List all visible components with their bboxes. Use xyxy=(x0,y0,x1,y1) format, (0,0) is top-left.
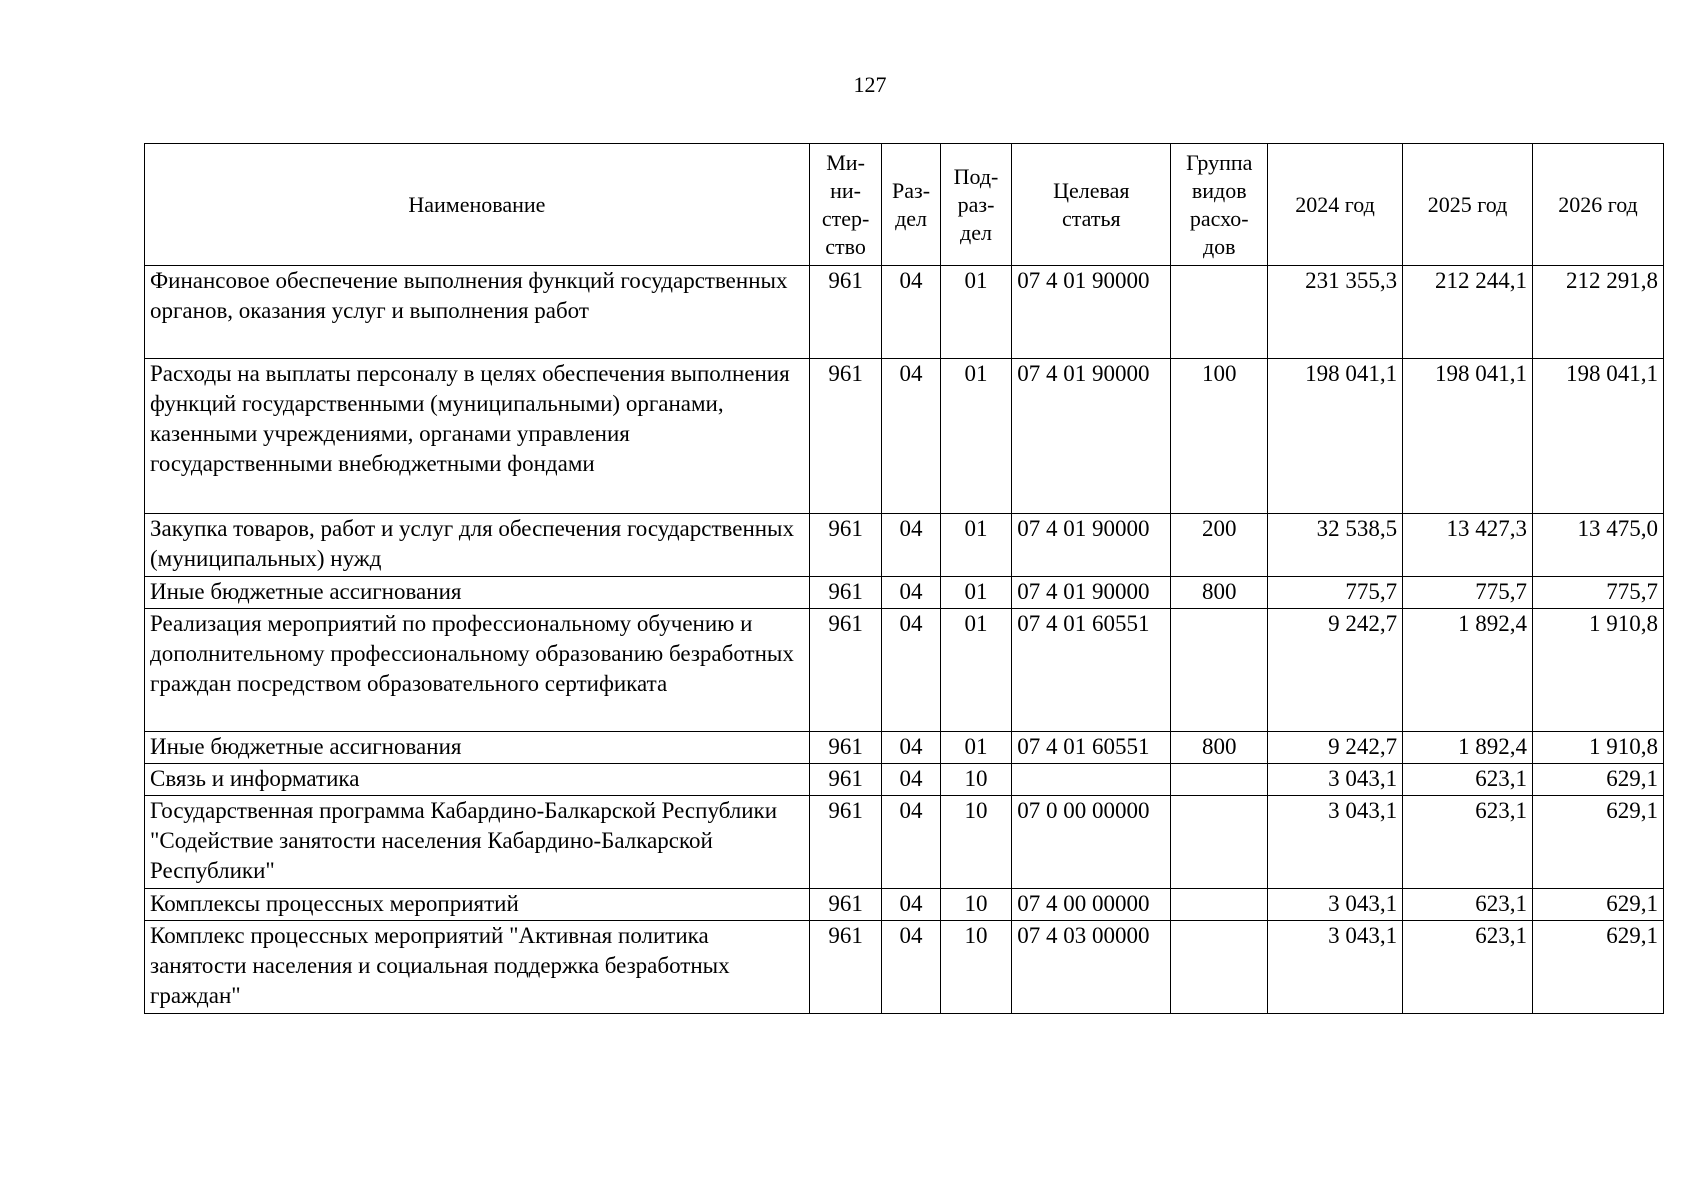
cell-section: 04 xyxy=(882,577,940,609)
cell-2024: 32 538,5 xyxy=(1268,514,1403,577)
cell-target: 07 4 01 90000 xyxy=(1012,577,1171,609)
cell-name: Реализация мероприятий по профессиональному обучению и дополнительному профессиональному образованию безработных граждан посредством образовательного сертификата xyxy=(145,609,810,732)
cell-name: Иные бюджетные ассигнования xyxy=(145,732,810,764)
cell-name: Расходы на выплаты персоналу в целях обеспечения выполнения функций государственными (муниципальными) органами, казенными учреждениями, органами управления государственными внебюджетными фондами xyxy=(145,359,810,514)
budget-table xyxy=(144,143,1664,1014)
header-2024: 2024 год xyxy=(1268,144,1403,266)
cell-section: 04 xyxy=(882,514,940,577)
cell-group xyxy=(1171,266,1268,359)
header-group: Группа видов расхо- дов xyxy=(1171,144,1268,266)
cell-2025: 1 892,4 xyxy=(1403,732,1533,764)
cell-2024: 3 043,1 xyxy=(1268,889,1403,921)
cell-group: 100 xyxy=(1171,359,1268,514)
cell-group xyxy=(1171,921,1268,1014)
cell-2026: 629,1 xyxy=(1533,921,1664,1014)
cell-ministry: 961 xyxy=(809,796,882,889)
cell-section: 04 xyxy=(882,889,940,921)
cell-2026: 198 041,1 xyxy=(1533,359,1664,514)
cell-name: Государственная программа Кабардино-Балкарской Республики "Содействие занятости населения Кабардино-Балкарской Республики" xyxy=(145,796,810,889)
cell-target: 07 0 00 00000 xyxy=(1012,796,1171,889)
cell-subsection: 10 xyxy=(940,764,1012,796)
cell-2025: 775,7 xyxy=(1403,577,1533,609)
table-row xyxy=(145,732,1664,764)
cell-target: 07 4 00 00000 xyxy=(1012,889,1171,921)
cell-section: 04 xyxy=(882,921,940,1014)
cell-target xyxy=(1012,764,1171,796)
cell-subsection: 01 xyxy=(940,359,1012,514)
cell-subsection: 01 xyxy=(940,609,1012,732)
cell-2024: 9 242,7 xyxy=(1268,609,1403,732)
cell-subsection: 10 xyxy=(940,921,1012,1014)
cell-target: 07 4 01 60551 xyxy=(1012,732,1171,764)
cell-group xyxy=(1171,796,1268,889)
table-row xyxy=(145,796,1664,889)
cell-2026: 629,1 xyxy=(1533,764,1664,796)
table-row xyxy=(145,921,1664,1014)
cell-name: Комплексы процессных мероприятий xyxy=(145,889,810,921)
header-name: Наименование xyxy=(145,144,810,266)
cell-2024: 775,7 xyxy=(1268,577,1403,609)
page-number: 127 xyxy=(853,72,887,97)
cell-section: 04 xyxy=(882,359,940,514)
cell-2025: 623,1 xyxy=(1403,889,1533,921)
cell-2026: 1 910,8 xyxy=(1533,609,1664,732)
cell-2025: 1 892,4 xyxy=(1403,609,1533,732)
table-row xyxy=(145,577,1664,609)
table-row xyxy=(145,609,1664,732)
cell-group xyxy=(1171,764,1268,796)
cell-ministry: 961 xyxy=(809,359,882,514)
cell-2024: 3 043,1 xyxy=(1268,764,1403,796)
cell-ministry: 961 xyxy=(809,764,882,796)
cell-2025: 623,1 xyxy=(1403,764,1533,796)
cell-target: 07 4 01 60551 xyxy=(1012,609,1171,732)
cell-subsection: 10 xyxy=(940,796,1012,889)
cell-ministry: 961 xyxy=(809,266,882,359)
table-row xyxy=(145,764,1664,796)
cell-name: Закупка товаров, работ и услуг для обеспечения государственных (муниципальных) нужд xyxy=(145,514,810,577)
table-row xyxy=(145,514,1664,577)
cell-name: Комплекс процессных мероприятий "Активная политика занятости населения и социальная поддержка безработных граждан" xyxy=(145,921,810,1014)
cell-section: 04 xyxy=(882,609,940,732)
cell-2026: 1 910,8 xyxy=(1533,732,1664,764)
cell-group xyxy=(1171,609,1268,732)
header-2025: 2025 год xyxy=(1403,144,1533,266)
cell-2024: 9 242,7 xyxy=(1268,732,1403,764)
cell-2025: 198 041,1 xyxy=(1403,359,1533,514)
cell-subsection: 01 xyxy=(940,732,1012,764)
table-header-row xyxy=(145,144,1664,266)
cell-2025: 212 244,1 xyxy=(1403,266,1533,359)
table-row xyxy=(145,266,1664,359)
cell-ministry: 961 xyxy=(809,921,882,1014)
cell-group: 200 xyxy=(1171,514,1268,577)
cell-target: 07 4 01 90000 xyxy=(1012,514,1171,577)
cell-subsection: 10 xyxy=(940,889,1012,921)
cell-2025: 13 427,3 xyxy=(1403,514,1533,577)
cell-2026: 775,7 xyxy=(1533,577,1664,609)
cell-group: 800 xyxy=(1171,577,1268,609)
cell-2026: 629,1 xyxy=(1533,796,1664,889)
header-ministry: Ми- ни- стер- ство xyxy=(809,144,882,266)
cell-target: 07 4 01 90000 xyxy=(1012,266,1171,359)
cell-2026: 212 291,8 xyxy=(1533,266,1664,359)
cell-subsection: 01 xyxy=(940,577,1012,609)
cell-ministry: 961 xyxy=(809,609,882,732)
table-row xyxy=(145,359,1664,514)
cell-name: Финансовое обеспечение выполнения функций государственных органов, оказания услуг и выполнения работ xyxy=(145,266,810,359)
cell-2024: 3 043,1 xyxy=(1268,796,1403,889)
table-row xyxy=(145,889,1664,921)
cell-subsection: 01 xyxy=(940,514,1012,577)
cell-ministry: 961 xyxy=(809,889,882,921)
header-subsection: Под- раз- дел xyxy=(940,144,1012,266)
cell-ministry: 961 xyxy=(809,514,882,577)
cell-section: 04 xyxy=(882,764,940,796)
cell-2026: 13 475,0 xyxy=(1533,514,1664,577)
cell-2026: 629,1 xyxy=(1533,889,1664,921)
cell-target: 07 4 01 90000 xyxy=(1012,359,1171,514)
cell-name: Связь и информатика xyxy=(145,764,810,796)
cell-target: 07 4 03 00000 xyxy=(1012,921,1171,1014)
cell-section: 04 xyxy=(882,796,940,889)
cell-2025: 623,1 xyxy=(1403,921,1533,1014)
cell-2024: 231 355,3 xyxy=(1268,266,1403,359)
cell-section: 04 xyxy=(882,266,940,359)
cell-section: 04 xyxy=(882,732,940,764)
cell-group xyxy=(1171,889,1268,921)
cell-2024: 198 041,1 xyxy=(1268,359,1403,514)
cell-2025: 623,1 xyxy=(1403,796,1533,889)
header-target: Целевая статья xyxy=(1012,144,1171,266)
cell-group: 800 xyxy=(1171,732,1268,764)
cell-subsection: 01 xyxy=(940,266,1012,359)
cell-ministry: 961 xyxy=(809,732,882,764)
cell-2024: 3 043,1 xyxy=(1268,921,1403,1014)
header-2026: 2026 год xyxy=(1533,144,1664,266)
cell-ministry: 961 xyxy=(809,577,882,609)
header-section: Раз- дел xyxy=(882,144,940,266)
cell-name: Иные бюджетные ассигнования xyxy=(145,577,810,609)
